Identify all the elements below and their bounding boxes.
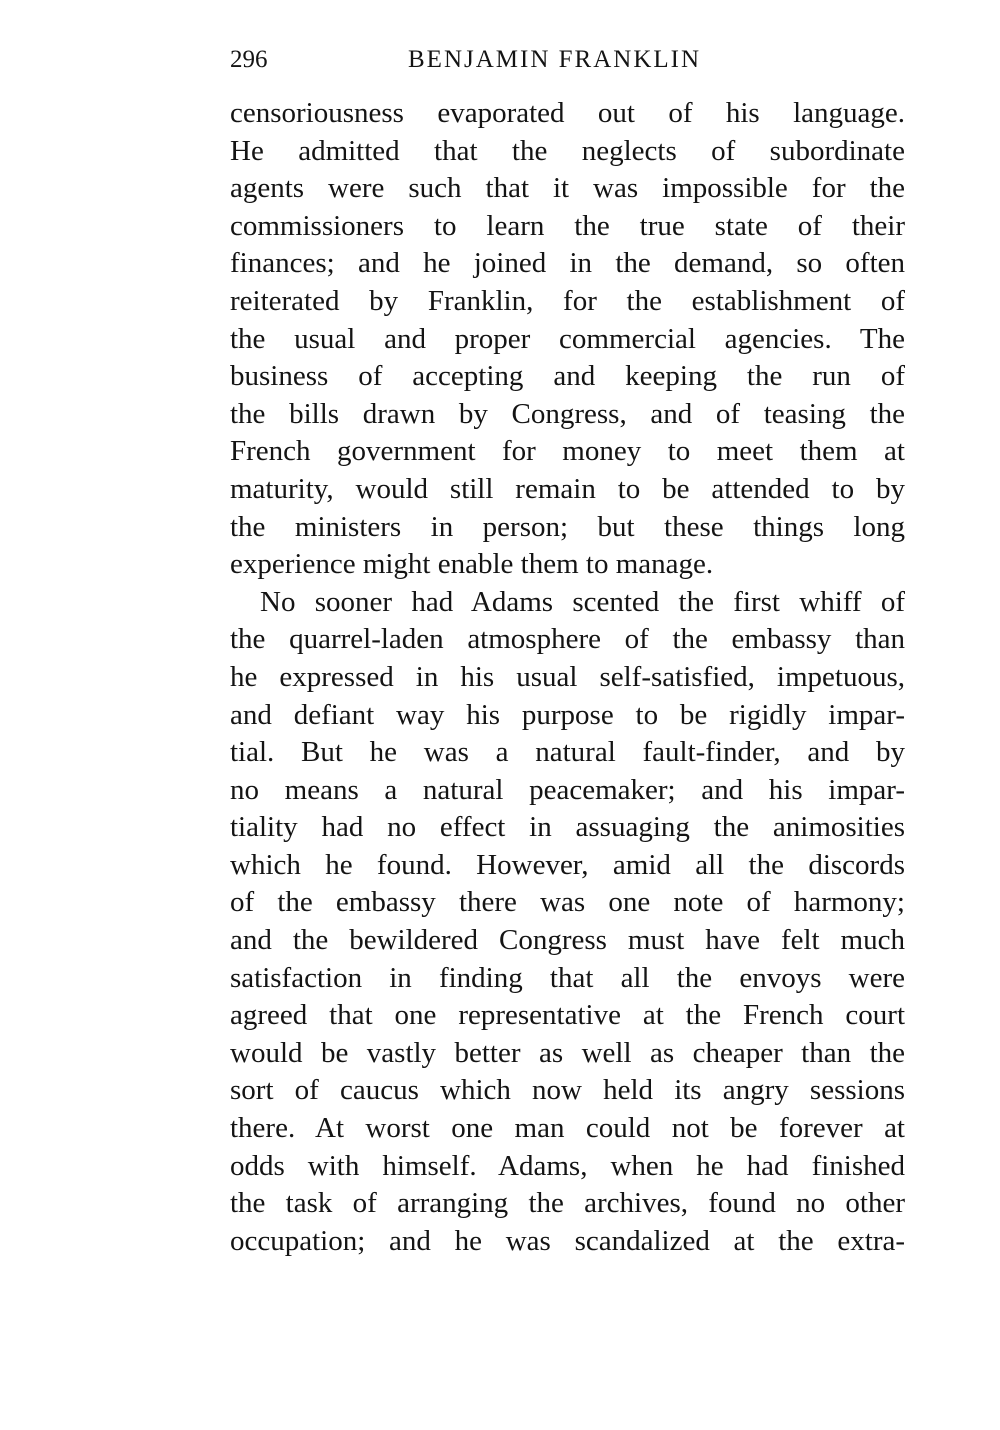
text-line: censoriousness evaporated out of his language. xyxy=(230,97,905,129)
text-line: the task of arranging the archives, found no other xyxy=(230,1187,905,1220)
text-line: sort of caucus which now held its angry sessions xyxy=(230,1074,905,1107)
text-line: which he found. However, amid all the discords xyxy=(230,848,905,881)
text-line: the usual and proper commercial agencies. The xyxy=(230,322,905,355)
text-line: satisfaction in finding that all the envoys were xyxy=(230,961,905,994)
text-line: he expressed in his usual self-satisfied, impetuous, xyxy=(230,660,905,693)
text-line: the ministers in person; but these things long xyxy=(230,510,905,543)
text-line: occupation; and he was scandalized at the extra- xyxy=(230,1224,905,1257)
text-line: no means a natural peacemaker; and his impar- xyxy=(230,773,905,806)
text-line: the quarrel-laden atmosphere of the embassy than xyxy=(230,623,905,656)
text-line: there. At worst one man could not be forever at xyxy=(230,1112,905,1145)
text-line: agents were such that it was impossible for the xyxy=(230,172,905,205)
paragraph-start-line: No sooner had Adams scented the first whiff of xyxy=(260,585,905,618)
text-line: agreed that one representative at the French court xyxy=(230,999,905,1032)
running-head: BENJAMIN FRANKLIN xyxy=(408,46,702,73)
text-line: maturity, would still remain to be attended to by xyxy=(230,472,905,505)
paragraph-end-line: experience might enable them to manage. xyxy=(230,548,714,581)
text-line: finances; and he joined in the demand, so often xyxy=(230,247,905,280)
text-line: business of accepting and keeping the run of xyxy=(230,360,905,393)
text-line: tial. But he was a natural fault-finder, and by xyxy=(230,736,905,769)
text-line: reiterated by Franklin, for the establishment of xyxy=(230,284,905,317)
body-text xyxy=(230,95,905,1260)
text-line: commissioners to learn the true state of their xyxy=(230,209,905,242)
text-line: of the embassy there was one note of harmony; xyxy=(230,886,905,919)
page-header xyxy=(230,42,905,78)
text-line: and defiant way his purpose to be rigidly impar- xyxy=(230,698,905,731)
text-line: and the bewildered Congress must have felt much xyxy=(230,924,905,957)
page-number: 296 xyxy=(230,46,268,73)
text-line: tiality had no effect in assuaging the animosities xyxy=(230,811,905,844)
text-line: odds with himself. Adams, when he had finished xyxy=(230,1149,905,1182)
text-line: He admitted that the neglects of subordinate xyxy=(230,134,905,167)
text-line: French government for money to meet them at xyxy=(230,435,905,468)
text-line: would be vastly better as well as cheaper than the xyxy=(230,1036,905,1069)
text-line: the bills drawn by Congress, and of teasing the xyxy=(230,397,905,430)
